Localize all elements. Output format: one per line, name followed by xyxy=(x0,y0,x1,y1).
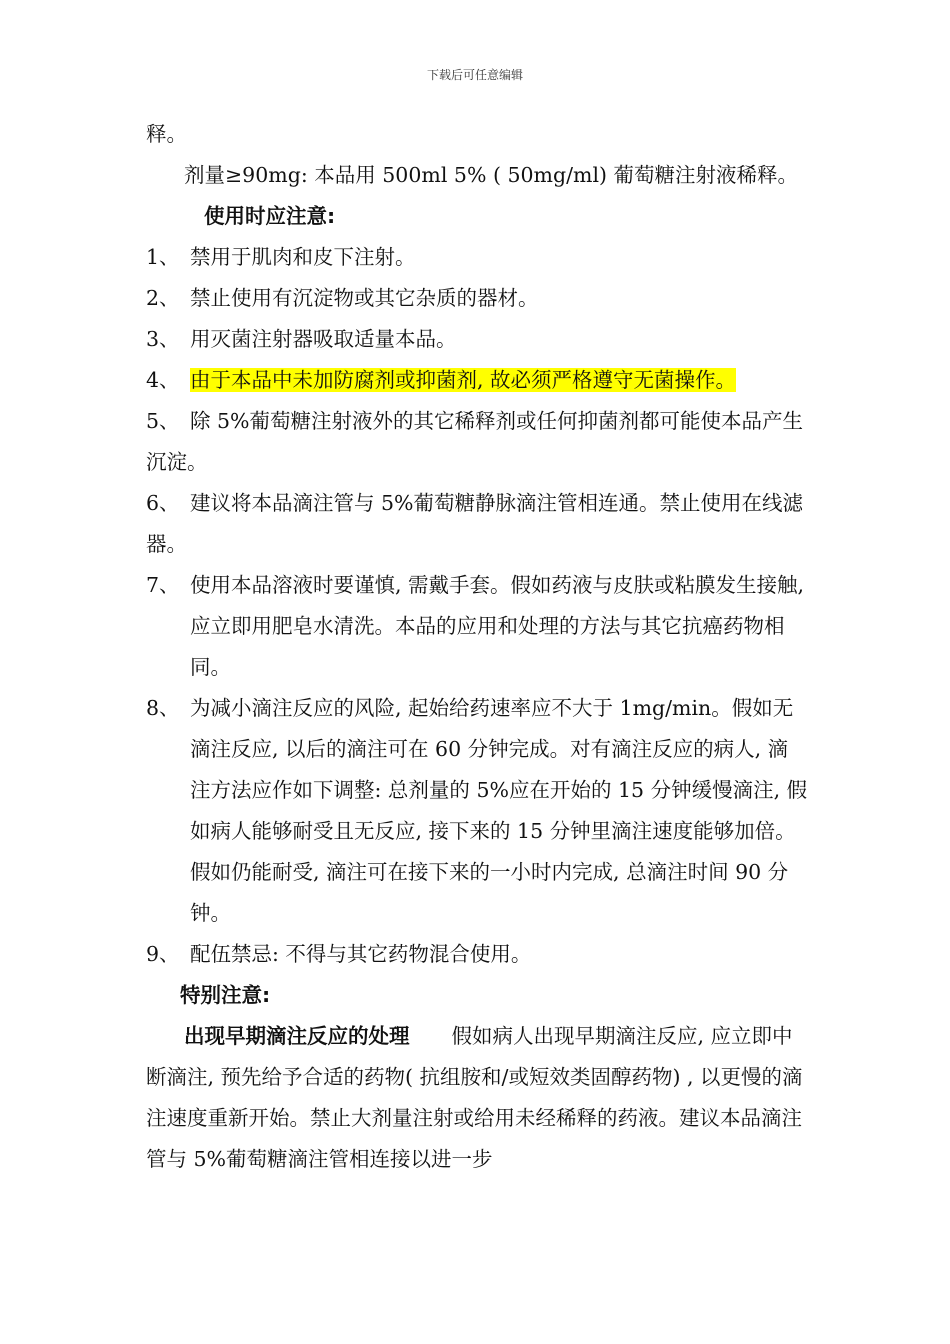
notes-title: 使用时应注意: xyxy=(204,204,336,228)
item-text: 配伍禁忌: 不得与其它药物混合使用。 xyxy=(190,942,532,966)
list-item xyxy=(146,688,808,934)
item-number: 3、 xyxy=(146,327,180,351)
item-number: 7、 xyxy=(146,573,180,597)
intro-line-1: 释。 xyxy=(146,122,187,146)
item-text: 禁止使用有沉淀物或其它杂质的器材。 xyxy=(190,286,539,310)
item-text: 用灭菌注射器吸取适量本品。 xyxy=(190,327,457,351)
list-item xyxy=(146,360,808,401)
item-text: 除 5%葡萄糖注射液外的其它稀释剂或任何抑菌剂都可能使本品产生沉淀。 xyxy=(146,409,804,474)
intro-line-2: 剂量≥90mg: 本品用 500ml 5% ( 50mg/ml) 葡萄糖注射液稀释。 xyxy=(184,163,799,187)
list-item xyxy=(146,278,808,319)
document-body xyxy=(146,114,808,1180)
page-header: 下载后可任意编辑 xyxy=(426,68,523,82)
special-title: 特别注意: xyxy=(180,983,271,1007)
highlighted-item-text: 由于本品中未加防腐剂或抑菌剂, 故必须严格遵守无菌操作。 xyxy=(190,368,737,392)
special-text: 假如病人出现早期滴注反应, 应立即中断滴注, 预先给予合适的药物( 抗组胺和/或短效类固醇药物) , 以更慢的滴注速度重新开始。禁止大剂量注射或给用未经稀释的药液。建议本品滴注管与 5%葡萄糖滴注管相连接以进一步 xyxy=(146,1024,803,1171)
item-number: 4、 xyxy=(146,368,180,392)
item-number: 6、 xyxy=(146,491,180,515)
list-item xyxy=(146,565,808,688)
item-number: 8、 xyxy=(146,696,180,720)
item-number: 1、 xyxy=(146,245,180,269)
special-lead: 出现早期滴注反应的处理 xyxy=(184,1024,410,1048)
list-item xyxy=(146,401,808,483)
item-number: 9、 xyxy=(146,942,180,966)
item-number: 2、 xyxy=(146,286,180,310)
item-text: 使用本品溶液时要谨慎, 需戴手套。假如药液与皮肤或粘膜发生接触, 应立即用肥皂水清洗。本品的应用和处理的方法与其它抗癌药物相同。 xyxy=(190,573,805,679)
list-item xyxy=(146,319,808,360)
list-item xyxy=(146,934,808,975)
item-text: 为减小滴注反应的风险, 起始给药速率应不大于 1mg/min。假如无滴注反应, 以后的滴注可在 60 分钟完成。对有滴注反应的病人, 滴注方法应作如下调整: 总剂量的 5%应在开始的 15 分钟缓慢滴注, 假如病人能够耐受且无反应, 接下来的 15 分钟里滴注速度能够加倍。假如仍能耐受, 滴注可在接下来的一小时内完成, 总滴注时间 90 分钟。 xyxy=(190,696,808,925)
list-item xyxy=(146,483,808,565)
list-item xyxy=(146,237,808,278)
item-number: 5、 xyxy=(146,409,180,433)
item-text: 禁用于肌肉和皮下注射。 xyxy=(190,245,416,269)
special-paragraph xyxy=(146,1016,808,1180)
item-text: 建议将本品滴注管与 5%葡萄糖静脉滴注管相连通。禁止使用在线滤器。 xyxy=(146,491,804,556)
